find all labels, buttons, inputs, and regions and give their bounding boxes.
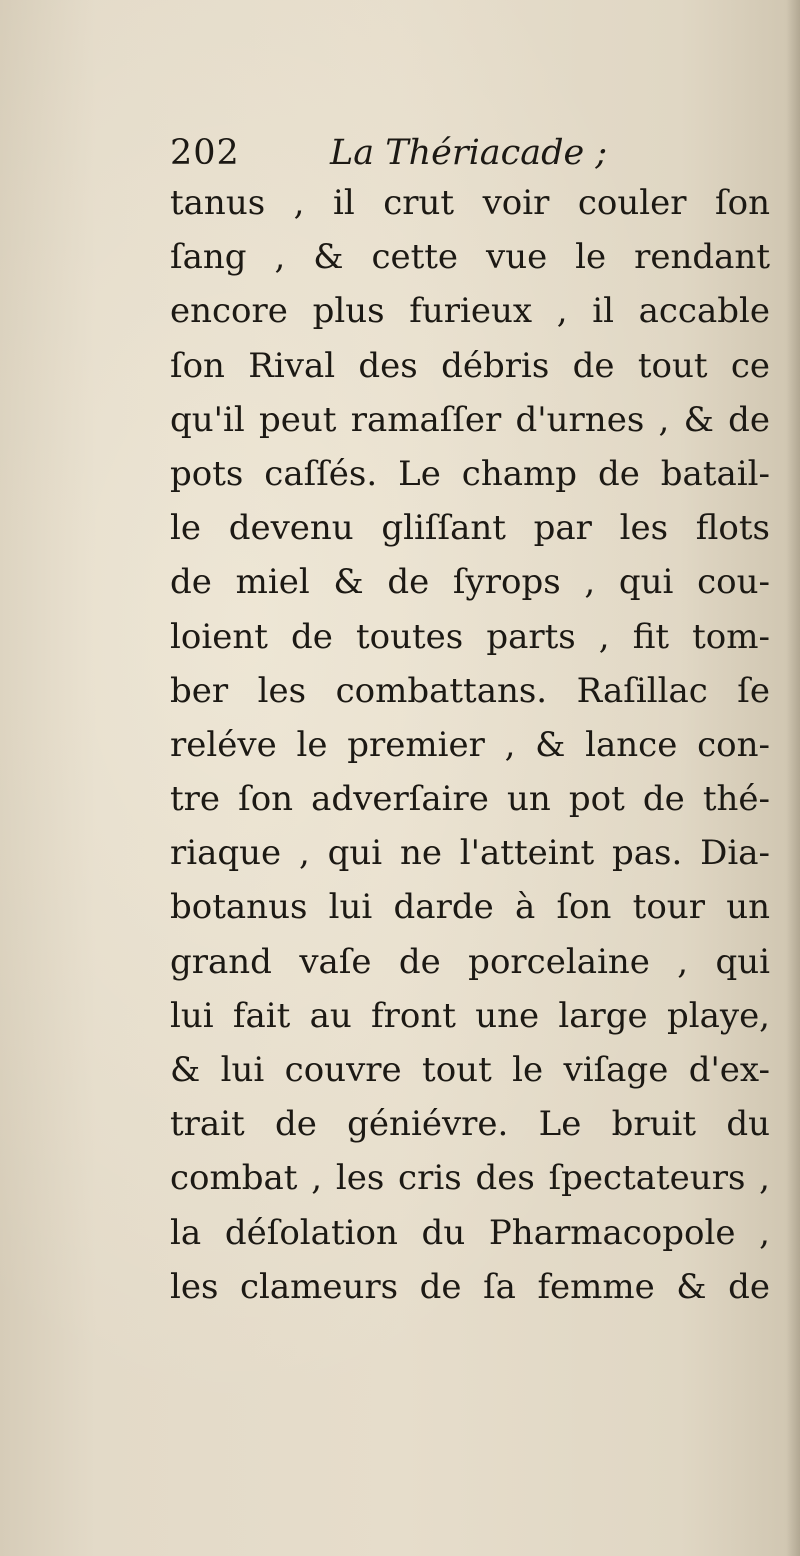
text-line: ber les combattans. Raſillac ſe — [170, 670, 770, 711]
text-line: tre ſon adverſaire un pot de thé- — [170, 779, 770, 820]
text-line: de miel & de ſyrops , qui cou- — [170, 562, 770, 603]
text-line: botanus lui darde à ſon tour un — [170, 887, 770, 928]
text-line: loient de toutes parts , fit tom- — [170, 616, 770, 657]
page-edge-shadow — [786, 0, 800, 1556]
text-line: tanus , il crut voir couler ſon — [170, 183, 770, 223]
text-line: & lui couvre tout le viſage d'ex- — [170, 1050, 770, 1090]
body-text — [170, 176, 770, 1314]
text-line: reléve le premier , & lance con- — [170, 724, 770, 765]
text-line: combat , les cris des ſpectateurs , — [170, 1158, 770, 1199]
text-line: les clameurs de ſa femme & de — [170, 1266, 770, 1307]
text-line: le devenu gliſſant par les flots — [170, 508, 770, 549]
running-head — [170, 128, 770, 178]
text-line: pots caſſés. Le champ de batail- — [170, 453, 770, 494]
text-line: riaque , qui ne l'atteint pas. Dia- — [170, 833, 770, 874]
text-line: encore plus furieux , il accable — [170, 291, 770, 332]
text-line: trait de géniévre. Le bruit du — [170, 1104, 770, 1145]
text-line: lui fait au front une large playe, — [170, 995, 770, 1036]
text-line: qu'il peut ramaſſer d'urnes , & de — [170, 399, 770, 440]
text-line: la déſolation du Pharmacopole , — [170, 1212, 770, 1253]
text-line: grand vaſe de porcelaine , qui — [170, 941, 770, 982]
text-line: ſon Rival des débris de tout ce — [170, 345, 770, 386]
running-title: La Thériacade ; — [330, 133, 608, 173]
page-number: 202 — [170, 133, 240, 173]
text-line: ſang , & cette vue le rendant — [170, 237, 770, 278]
